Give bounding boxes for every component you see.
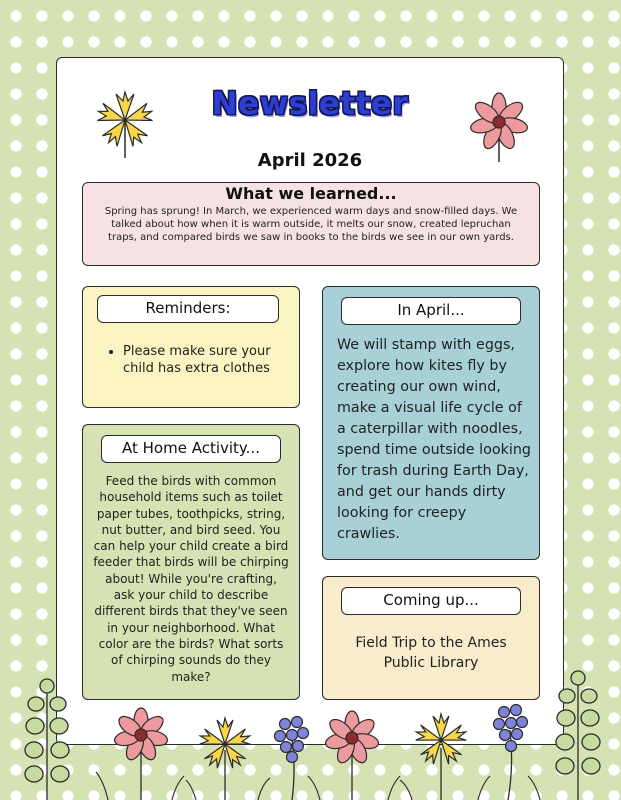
reminder-item: • Please make sure your child has extra clothes [123,343,283,377]
newsletter-page [56,57,564,745]
newsletter-title: Newsletter [211,86,409,122]
flower-border [0,660,621,800]
coming-up-text: Field Trip to the Ames Public Library [355,635,507,671]
in-april-text: We will stamp with eggs, explore how kites fly by creating our own wind, make a visual life cycle of a caterpillar with noodles, spend time outside looking for trash during Earth Day, and get our hands dirty looking for creepy crawlies. [337,337,531,542]
what-we-learned-section [82,182,540,266]
reminders-list [123,343,283,377]
at-home-activity-section [82,424,300,700]
in-april-heading: In April... [341,297,521,325]
blue-berry-flower-icon [275,717,309,763]
what-we-learned-heading: What we learned... [225,184,397,203]
what-we-learned-text: Spring has sprung! In March, we experienced warm days and snow-filled days. We talked about how when it is warm outside, it melts our snow, created lepruchan traps, and compared birds we saw in books to the birds we see in our own yards. [104,206,518,243]
in-april-section [322,286,540,560]
newsletter-date: April 2026 [257,150,363,171]
reminders-heading: Reminders: [97,295,279,323]
green-leaf-stem-icon [556,671,600,800]
coming-up-heading: Coming up... [341,587,521,615]
at-home-activity-text: Feed the birds with common household items such as toilet paper tubes, toothpicks, string, nut butter, and bird seed. You can help your child create a bird feeder that birds will be chirping about! While you're crafting, ask your child to describe different birds that they've seen in your neighborhood. What color are the birds? What sorts of chirping sounds do they make? [93,474,289,684]
blue-berry-flower-icon [494,705,528,752]
green-leaf-stem-icon [25,679,69,800]
at-home-activity-heading: At Home Activity... [101,435,281,463]
reminders-section [82,286,300,408]
